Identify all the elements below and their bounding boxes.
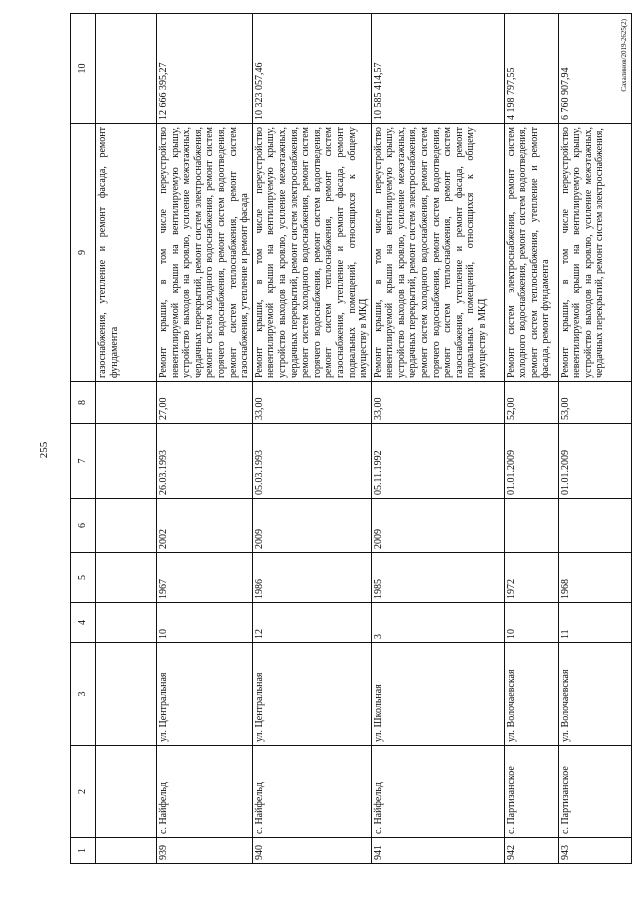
- col-num-1: 1: [71, 838, 96, 864]
- house-number: 10: [157, 603, 253, 643]
- table-row: [504, 14, 558, 864]
- table-row: [371, 14, 504, 864]
- col-num-7: 7: [71, 424, 96, 499]
- year-built: 1972: [504, 553, 558, 603]
- street: ул. Волочаевская: [558, 643, 631, 746]
- street: ул. Волочаевская: [504, 643, 558, 746]
- repair-works: Ремонт крыши, в том числе переустройство невентилируемой крыши на вентилируемую крышу, устройство выходов на кровлю, усиление межэтажных, чердачных перекрытий, ремонт систем электроснабжения, ремонт систем холодного водоснабжения, ремонт систем горячего водоснабжения, ремонт систем водоотведения, ремонт систем теплоснабжения, ремонт систем газоснабжения, утепление и ремонт фасада, ремонт подвальных помещений, относящихся к общему имуществу в МКД: [252, 124, 371, 382]
- document-footer: Сахалинов/2019-2625(2): [620, 19, 628, 92]
- year-privatized: 2009: [252, 499, 371, 553]
- wear-percent: 33,00: [252, 382, 371, 424]
- row-number: 941: [371, 838, 504, 864]
- row-number: 943: [558, 838, 631, 864]
- table-row: [558, 14, 631, 864]
- repair-program-table: [70, 13, 632, 864]
- street: ул. Центральная: [252, 643, 371, 746]
- col-num-5: 5: [71, 553, 96, 603]
- registration-date: 05.03.1993: [252, 424, 371, 499]
- house-number: 3: [371, 603, 504, 643]
- col-num-4: 4: [71, 603, 96, 643]
- cost: 6 760 907,94: [558, 14, 631, 124]
- house-number: 10: [504, 603, 558, 643]
- registration-date: 01.01.2009: [504, 424, 558, 499]
- col-num-2: 2: [71, 746, 96, 838]
- page-number: 255: [38, 441, 50, 459]
- rotated-page: [70, 14, 630, 864]
- registration-date: 05.11.1992: [371, 424, 504, 499]
- repair-works: Ремонт крыши, в том числе переустройство невентилируемой крыши на вентилируемую крышу, устройство выходов на кровлю, усиление межэтажных, чердачных перекрытий, ремонт систем электроснабжения,: [558, 124, 631, 382]
- settlement: с. Партизанское: [558, 746, 631, 838]
- continuation-works: газоснабжения, утепление и ремонт фасада, ремонт фундамента: [96, 124, 157, 382]
- street: ул. Центральная: [157, 643, 253, 746]
- year-privatized: [558, 499, 631, 553]
- registration-date: 01.01.2009: [558, 424, 631, 499]
- settlement: с. Партизанское: [504, 746, 558, 838]
- row-number: 942: [504, 838, 558, 864]
- settlement: с. Найфельд: [371, 746, 504, 838]
- cost: 12 666 395,27: [157, 14, 253, 124]
- col-num-8: 8: [71, 382, 96, 424]
- house-number: 12: [252, 603, 371, 643]
- cost: 10 585 414,57: [371, 14, 504, 124]
- repair-works: Ремонт систем электроснабжения, ремонт систем холодного водоснабжения, ремонт систем водоотведения, ремонт систем теплоснабжения, утепление и ремонт фасада, ремонт фундамента: [504, 124, 558, 382]
- wear-percent: 33,00: [371, 382, 504, 424]
- year-built: 1985: [371, 553, 504, 603]
- table-row: [157, 14, 253, 864]
- house-number: 11: [558, 603, 631, 643]
- settlement: с. Найфельд: [157, 746, 253, 838]
- wear-percent: 52,00: [504, 382, 558, 424]
- street: ул. Школьная: [371, 643, 504, 746]
- repair-works: Ремонт крыши, в том числе переустройство невентилируемой крыши на вентилируемую крышу, устройство выходов на кровлю, усиление межэтажных, чердачных перекрытий, ремонт систем электроснабжения, ремонт систем холодного водоснабжения, ремонт систем горячего водоснабжения, ремонт систем водоотведения, ремонт систем теплоснабжения, ремонт систем газоснабжения, утепление и ремонт фасада, ремонт подвальных помещений, относящихся к общему имуществу в МКД: [371, 124, 504, 382]
- continuation-row: [96, 14, 157, 864]
- row-number: 940: [252, 838, 371, 864]
- repair-works: Ремонт крыши, в том числе переустройство невентилируемой крыши на вентилируемую крышу, устройство выходов на кровлю, усиление межэтажных, чердачных перекрытий, ремонт систем электроснабжения, ремонт систем холодного водоснабжения, ремонт систем горячего водоснабжения, ремонт систем водоотведения, ремонт систем теплоснабжения, ремонт систем газоснабжения, утепление и ремонт фасада: [157, 124, 253, 382]
- cost: 4 198 797,55: [504, 14, 558, 124]
- year-built: 1968: [558, 553, 631, 603]
- settlement: с. Найфельд: [252, 746, 371, 838]
- year-built: 1967: [157, 553, 253, 603]
- wear-percent: 27,00: [157, 382, 253, 424]
- col-num-9: 9: [71, 124, 96, 382]
- year-privatized: 2002: [157, 499, 253, 553]
- table-row: [252, 14, 371, 864]
- year-privatized: [504, 499, 558, 553]
- col-num-10: 10: [71, 14, 96, 124]
- cost: 10 323 057,46: [252, 14, 371, 124]
- wear-percent: 53,00: [558, 382, 631, 424]
- col-num-3: 3: [71, 643, 96, 746]
- column-number-row: [71, 14, 96, 864]
- col-num-6: 6: [71, 499, 96, 553]
- registration-date: 26.03.1993: [157, 424, 253, 499]
- year-built: 1986: [252, 553, 371, 603]
- row-number: 939: [157, 838, 253, 864]
- year-privatized: 2009: [371, 499, 504, 553]
